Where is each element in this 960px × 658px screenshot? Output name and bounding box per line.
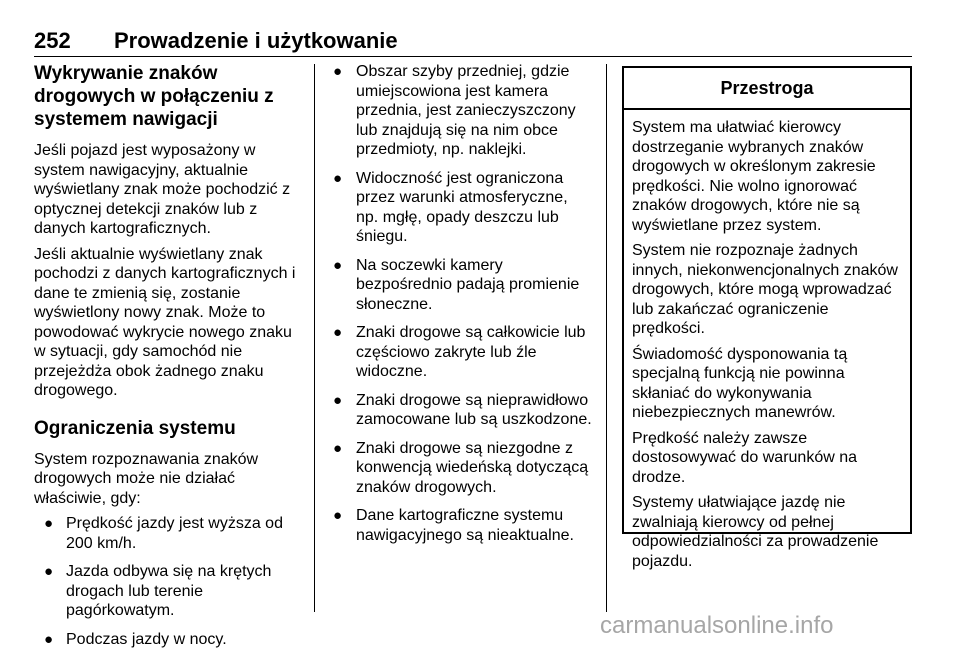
column-divider (606, 64, 607, 612)
bullet-icon: ● (333, 439, 343, 457)
bullet-icon: ● (333, 324, 343, 341)
bullet-icon: ● (333, 256, 343, 274)
list-item-text: Jazda odbywa się na krętych drogach lub terenie pagórkowatym. (66, 563, 272, 619)
list-item (330, 323, 592, 382)
list-item (330, 62, 592, 160)
bullet-icon: ● (333, 169, 343, 187)
paragraph: Jeśli aktualnie wyświetlany znak pochodzi z danych kartograficznych i dane te zmienią się, zostanie wyświetlony nowy znak. Może to powodować wykrycie nowego znaku w sytuacji, gdy samochód nie przejeżdża obok żadnego znaku drogowego. (34, 245, 296, 399)
column-middle (330, 62, 592, 554)
list-item-text: Obszar szyby przedniej, gdzie umiejscowiona jest kamera przednia, jest zanieczyszczony lub znajdują się na nim obce przedmioty, np. naklejki. (356, 63, 576, 158)
header-rule (34, 56, 912, 57)
list-item (34, 630, 306, 650)
list-item (330, 506, 592, 545)
watermark: carmanualsonline.info (600, 612, 834, 639)
bullet-icon: ● (333, 507, 343, 524)
list-item-text: Podczas jazdy w nocy. (66, 630, 227, 648)
page-number: 252 (34, 28, 71, 53)
bullet-icon: ● (333, 63, 343, 80)
list-item-text: Znaki drogowe są całkowicie lub częściowo zakryte lub źle widoczne. (356, 324, 586, 380)
column-left (34, 62, 306, 658)
bullet-icon: ● (44, 630, 54, 648)
list-item-text: Na soczewki kamery bezpośrednio padają promienie słoneczne. (356, 256, 580, 313)
caution-paragraph: Systemy ułatwiające jazdę nie zwalniają kierowcy od pełnej odpowiedzialności za prowadzenie pojazdu. (632, 494, 879, 570)
bullet-list (34, 514, 306, 649)
list-item (34, 514, 306, 553)
list-item-text: Dane kartograficzne systemu nawigacyjnego są nieaktualne. (356, 507, 574, 544)
caution-paragraph: System ma ułatwiać kierowcy dostrzeganie wybranych znaków drogowych w określonym zakresie prędkości. Nie wolno ignorować znaków drogowych, które nie są wyświetlane przez system. (632, 119, 876, 234)
caution-box (622, 66, 912, 570)
paragraph: System rozpoznawania znaków drogowych może nie działać właściwie, gdy: (34, 450, 259, 507)
list-item-text: Znaki drogowe są niezgodne z konwencją wiedeńską dotyczącą znaków drogowych. (356, 439, 589, 496)
list-item (34, 562, 306, 621)
list-item (330, 256, 592, 315)
caution-title: Przestroga (624, 68, 910, 110)
list-item-text: Prędkość jazdy jest wyższa od 200 km/h. (66, 515, 283, 552)
list-item (330, 439, 592, 498)
bullet-icon: ● (44, 563, 54, 580)
bullet-icon: ● (44, 515, 54, 532)
caution-paragraph: Prędkość należy zawsze dostosowywać do warunków na drodze. (632, 429, 858, 486)
list-item-text: Znaki drogowe są nieprawidłowo zamocowane lub są uszkodzone. (356, 391, 592, 428)
bullet-icon: ● (333, 391, 343, 409)
section-heading-system-limits: Ograniczenia systemu (34, 417, 236, 439)
list-item (330, 391, 592, 430)
section-heading-sign-detection: Wykrywanie znaków drogowych w połączeniu z systemem nawigacji (34, 63, 274, 130)
bullet-list (330, 62, 592, 545)
page-header (34, 28, 912, 54)
chapter-title: Prowadzenie i użytkowanie (114, 28, 398, 53)
paragraph: Jeśli pojazd jest wyposażony w system nawigacyjny, aktualnie wyświetlany znak może pochodzić z optycznej detekcji znaków lub z danych kartograficznych. (34, 142, 291, 237)
caution-body (624, 110, 910, 571)
caution-paragraph: System nie rozpoznaje żadnych innych, niekonwencjonalnych znaków drogowych, które mogą wprowadzać lub zakańczać ograniczenie prędkości. (632, 242, 898, 337)
list-item (330, 169, 592, 247)
list-item-text: Widoczność jest ograniczona przez warunki atmosferyczne, np. mgłę, opady deszczu lub śniegu. (356, 169, 568, 245)
caution-paragraph: Świadomość dysponowania tą specjalną funkcją nie powinna skłaniać do wykonywania niebezpiecznych manewrów. (632, 345, 848, 421)
column-divider (314, 64, 315, 612)
